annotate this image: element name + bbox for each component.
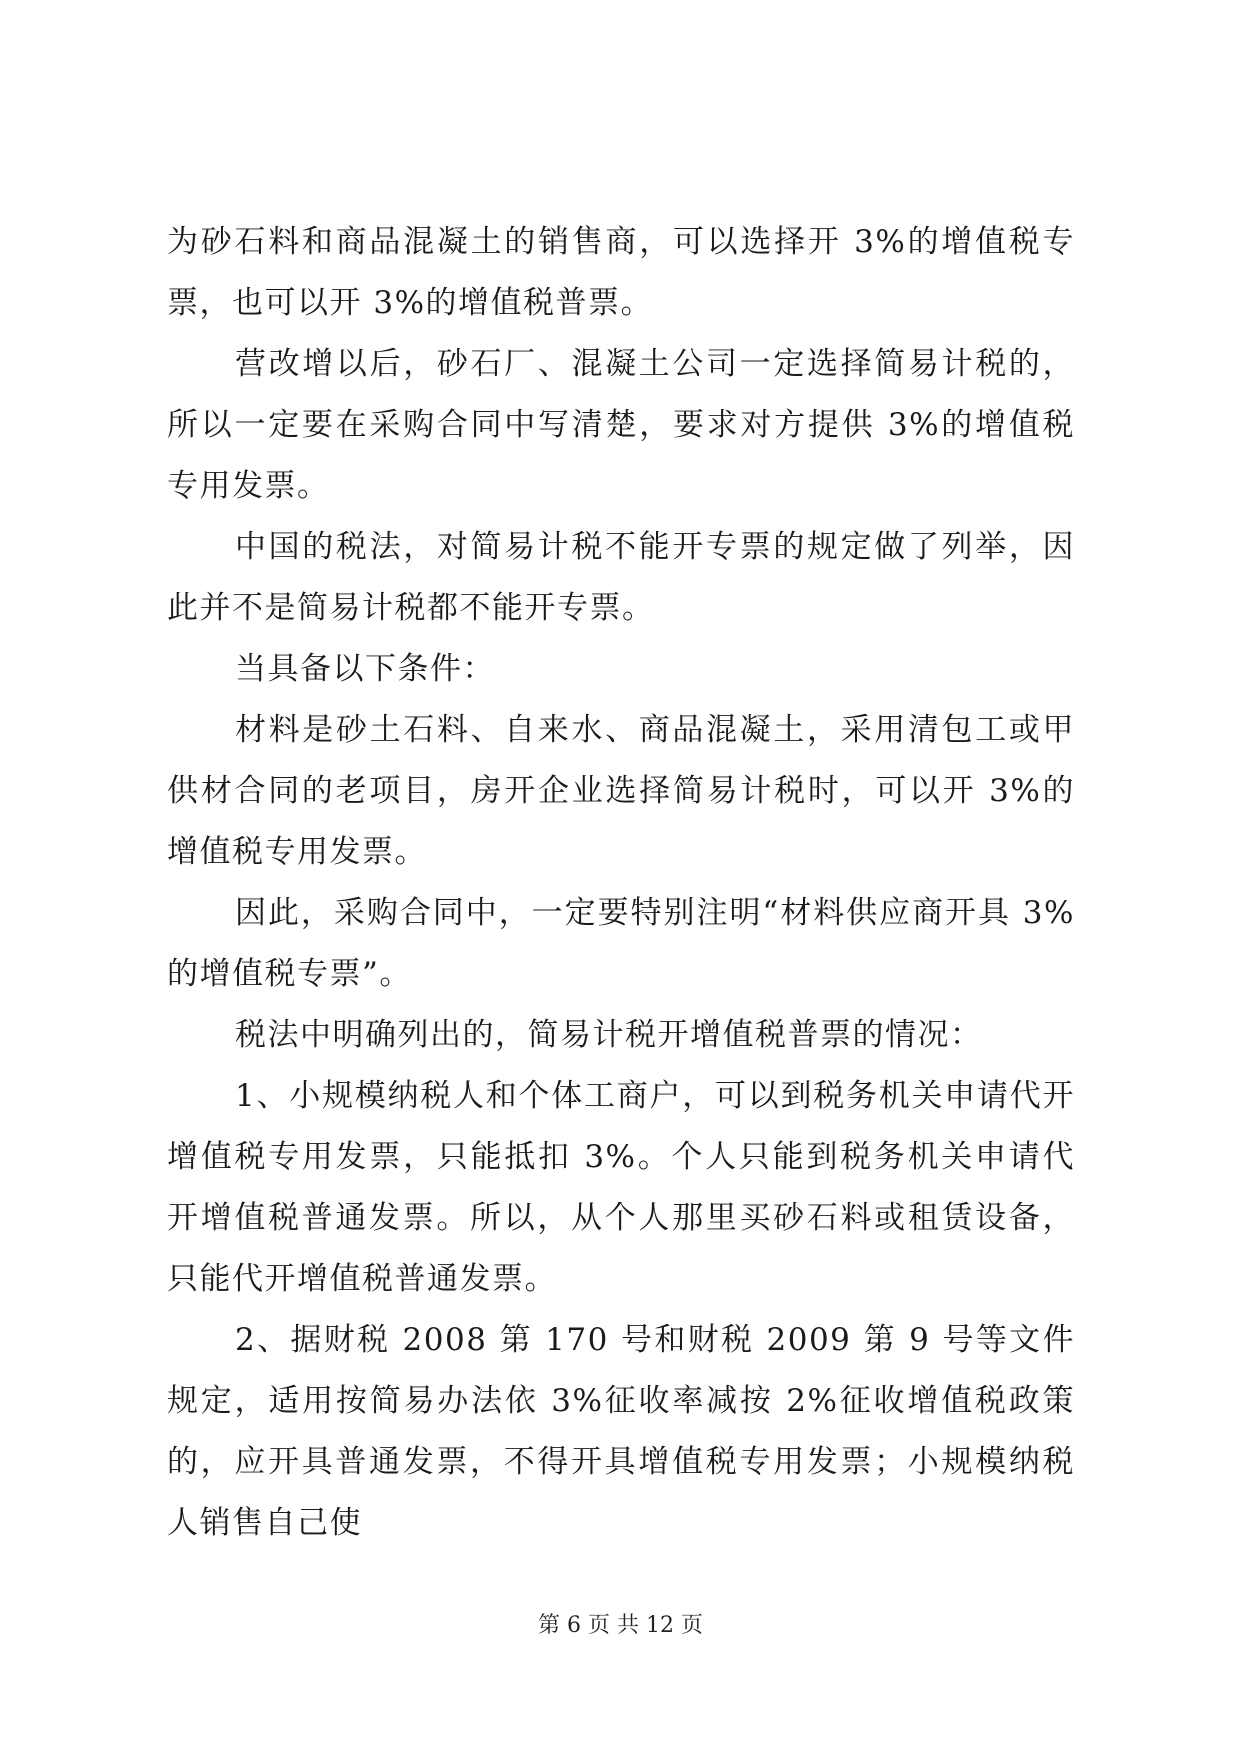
paragraph: 税法中明确列出的，简易计税开增值税普票的情况： <box>235 1017 983 1053</box>
page-number-footer: 第 6 页 共 12 页 <box>538 1613 703 1638</box>
paragraph: 材料是砂土石料、自来水、商品混凝土，采用清包工或甲供材合同的老项目，房开企业选择简易计税时，可以开 3%的增值税专用发票。 <box>167 712 1075 870</box>
paragraph-list-item: 2、据财税 2008 第 170 号和财税 2009 第 9 号等文件规定，适用按简易办法依 3%征收率减按 2%征收增值税政策的，应开具普通发票，不得开具增值税专用发票；小规模纳税人销售自己使 <box>167 1322 1075 1541</box>
paragraph: 因此，采购合同中，一定要特别注明“材料供应商开具 3%的增值税专票”。 <box>167 895 1075 992</box>
document-body <box>167 212 1075 1554</box>
paragraph: 当具备以下条件： <box>235 651 495 687</box>
paragraph: 营改增以后，砂石厂、混凝土公司一定选择简易计税的，所以一定要在采购合同中写清楚，要求对方提供 3%的增值税专用发票。 <box>167 346 1075 504</box>
paragraph-continuation: 为砂石料和商品混凝土的销售商，可以选择开 3%的增值税专票，也可以开 3%的增值税普票。 <box>167 224 1075 321</box>
paragraph-list-item: 1、小规模纳税人和个体工商户，可以到税务机关申请代开增值税专用发票，只能抵扣 3%。个人只能到税务机关申请代开增值税普通发票。所以，从个人那里买砂石料或租赁设备，只能代开增值税普通发票。 <box>167 1078 1075 1297</box>
paragraph: 中国的税法，对简易计税不能开专票的规定做了列举，因此并不是简易计税都不能开专票。 <box>167 529 1075 626</box>
